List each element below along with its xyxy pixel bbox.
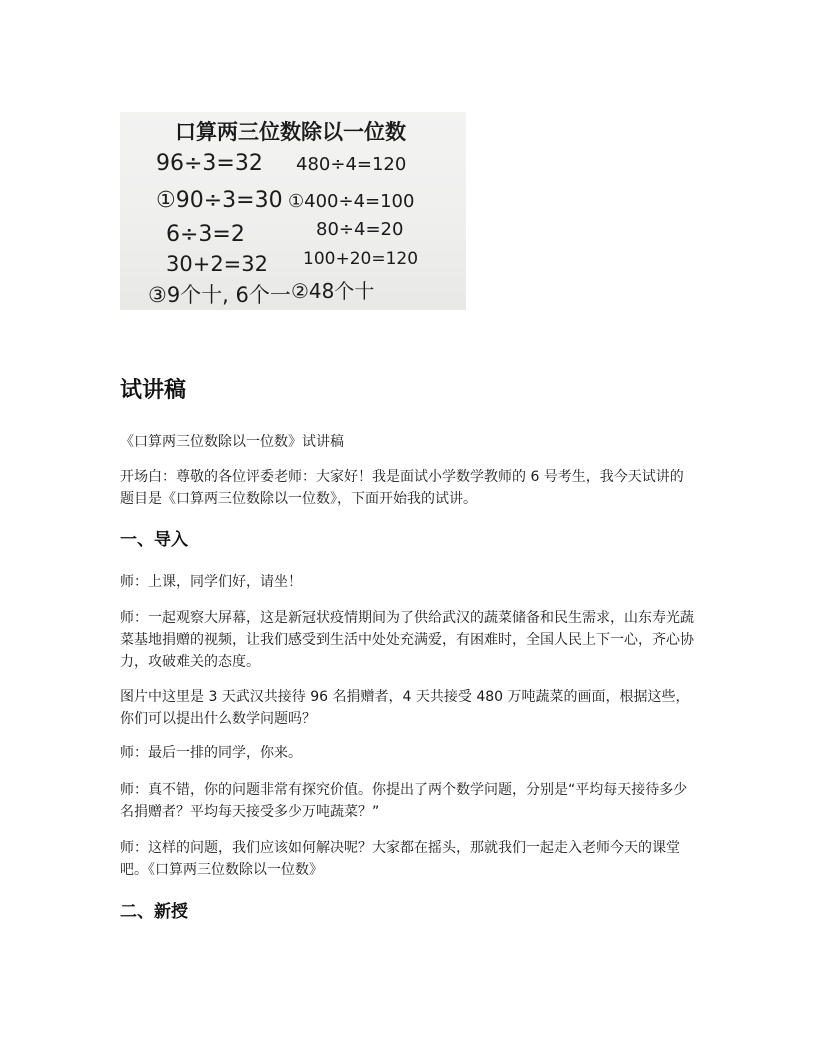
intro-paragraph-5: 师：真不错，你的问题非常有探究价值。你提出了两个数学问题，分别是“平均每天接待多少名捐赠者？平均每天接受多少万吨蔬菜？”	[120, 782, 688, 820]
board-left-line-2: ①90÷3=30	[156, 188, 283, 213]
board-drawing	[120, 112, 466, 310]
board-left-line-1: 96÷3=32	[156, 151, 263, 176]
board-left-line-3: 6÷3=2	[166, 222, 245, 247]
document-subtitle: 《口算两三位数除以一位数》试讲稿	[120, 434, 344, 450]
board-left-line-4: 30+2=32	[166, 252, 268, 276]
intro-paragraph-6: 师：这样的问题，我们应该如何解决呢？大家都在摇头，那就我们一起走入老师今天的课堂吧。《口算两三位数除以一位数》	[120, 840, 680, 878]
intro-paragraph-3: 图片中这里是 3 天武汉共接待 96 名捐赠者，4 天共接受 480 万吨蔬菜的画面，根据这些，你们可以提出什么数学问题吗？	[120, 689, 690, 727]
board-title: 口算两三位数除以一位数	[175, 120, 406, 144]
opening-paragraph: 开场白：尊敬的各位评委老师：大家好！我是面试小学数学教师的 6 号考生，我今天试讲的题目是《口算两三位数除以一位数》，下面开始我的试讲。	[120, 469, 684, 507]
board-right-line-2: ①400÷4=100	[288, 191, 415, 212]
board-left-line-5: ③9个十, 6个一	[148, 283, 291, 307]
board-right-line-5: ②48个十	[291, 279, 375, 303]
section-heading-new-lesson: 二、新授	[120, 902, 188, 922]
section-heading-intro: 一、导入	[120, 530, 188, 550]
intro-paragraph-4: 师：最后一排的同学，你来。	[120, 745, 302, 761]
board-right-line-4: 100+20=120	[303, 249, 419, 269]
board-right-line-3: 80÷4=20	[316, 219, 404, 240]
intro-paragraph-2: 师：一起观察大屏幕，这是新冠状疫情期间为了供给武汉的蔬菜储备和民生需求，山东寿光蔬菜基地捐赠的视频，让我们感受到生活中处处充满爱，有困难时，全国人民上下一心，齐心协力，攻破难关的态度。	[120, 610, 694, 670]
board-right-line-1: 480÷4=120	[296, 154, 407, 175]
document-title: 试讲稿	[120, 378, 187, 403]
intro-paragraph-1: 师：上课，同学们好，请坐！	[120, 574, 302, 590]
handwritten-board-image	[120, 112, 466, 310]
